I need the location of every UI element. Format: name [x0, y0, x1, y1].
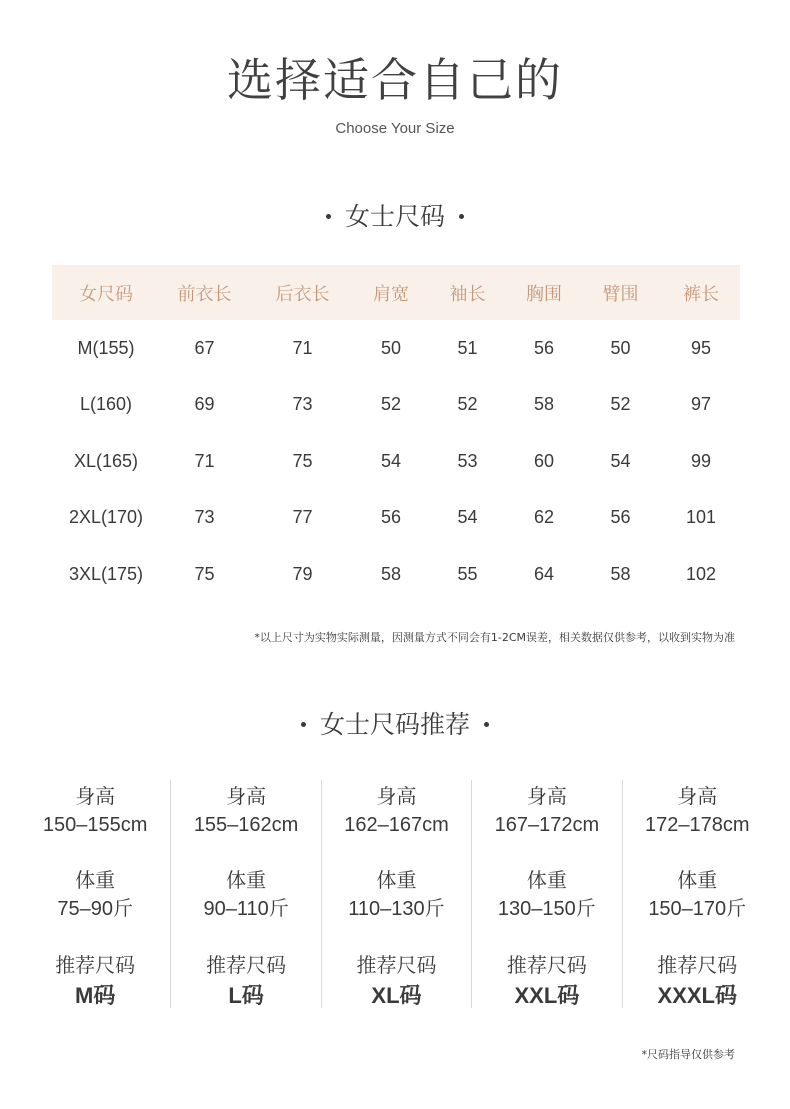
recommendation-column [321, 780, 471, 1008]
weight-label: 体重 [75, 868, 116, 892]
height-label: 身高 [226, 784, 267, 808]
column-header: 前衣长 [177, 283, 232, 305]
height-label: 身高 [376, 784, 417, 808]
table-cell: 52 [380, 394, 402, 415]
column-header: 女尺码 [79, 283, 133, 305]
weight-value: 110–130斤 [348, 898, 445, 920]
bullet-dot-icon [459, 214, 464, 219]
size-label: 推荐尺码 [657, 953, 738, 977]
table-cell: 95 [690, 337, 712, 358]
weight-value: 90–110斤 [203, 898, 289, 920]
table-cell: 67 [194, 337, 215, 358]
table-cell: 64 [533, 563, 555, 584]
table-cell: XL(165) [73, 450, 139, 471]
recommend-section-title-text: 女士尺码推荐 [319, 710, 470, 739]
size-value: L码 [228, 983, 264, 1008]
table-cell: 71 [194, 450, 215, 471]
table-cell: 3XL(175) [68, 563, 144, 584]
weight-value: 150–170斤 [648, 898, 747, 920]
height-value: 172–178cm [644, 814, 750, 836]
size-section-title [0, 201, 790, 233]
table-cell: 97 [690, 394, 712, 415]
weight-value: 75–90斤 [57, 898, 133, 920]
column-header: 袖长 [449, 283, 486, 305]
column-header: 胸围 [526, 283, 562, 305]
size-value: XXXL码 [657, 983, 737, 1008]
table-cell: 56 [610, 507, 631, 528]
table-cell: 101 [685, 507, 717, 528]
table-cell: 52 [610, 394, 631, 415]
recommendation-column [20, 780, 170, 1008]
measurement-note: *以上尺寸为实物实际测量，因测量方式不同会有1-2CM误差，相关数据仅供参考，以收到实物为准 [254, 631, 735, 644]
table-cell: 77 [292, 507, 313, 528]
weight-value: 130–150斤 [497, 898, 596, 920]
table-cell: M(155) [77, 337, 135, 358]
height-value: 150–155cm [42, 814, 148, 836]
table-cell: 60 [533, 450, 555, 471]
column-header: 肩宽 [373, 283, 409, 305]
table-row [52, 377, 740, 434]
table-cell: 58 [380, 563, 402, 584]
size-table [52, 265, 740, 603]
table-row [52, 490, 740, 547]
weight-label: 体重 [226, 868, 267, 892]
height-value: 162–167cm [344, 814, 449, 836]
table-cell: 58 [610, 563, 631, 584]
recommendation-column [170, 780, 320, 1008]
table-cell: 54 [610, 450, 631, 471]
table-cell: 51 [457, 337, 478, 358]
page-title: 选择适合自己的 [227, 53, 563, 107]
height-label: 身高 [75, 784, 116, 808]
column-header: 裤长 [683, 283, 719, 305]
table-cell: 75 [292, 450, 313, 471]
size-value: M码 [75, 983, 116, 1008]
table-cell: 79 [292, 563, 313, 584]
column-header: 后衣长 [275, 283, 330, 305]
table-row [52, 546, 740, 603]
table-cell: L(160) [79, 394, 133, 415]
bullet-dot-icon [301, 722, 306, 727]
size-label: 推荐尺码 [206, 953, 287, 977]
size-value: XXL码 [514, 983, 580, 1008]
table-cell: 56 [380, 507, 402, 528]
bullet-dot-icon [326, 214, 331, 219]
height-label: 身高 [526, 784, 567, 808]
table-cell: 53 [457, 450, 478, 471]
table-cell: 102 [685, 563, 717, 584]
table-cell: 50 [610, 337, 631, 358]
size-section-title-text: 女士尺码 [344, 202, 445, 231]
recommendation-grid [20, 780, 772, 1008]
table-cell: 71 [292, 337, 313, 358]
size-table-header [52, 265, 740, 320]
size-value: XL码 [371, 983, 422, 1008]
table-cell: 58 [533, 394, 555, 415]
size-label: 推荐尺码 [506, 953, 587, 977]
table-row [52, 320, 740, 377]
height-value: 155–162cm [193, 814, 299, 836]
table-cell: 55 [457, 563, 478, 584]
table-cell: 73 [292, 394, 313, 415]
weight-label: 体重 [677, 868, 718, 892]
size-label: 推荐尺码 [55, 953, 136, 977]
table-cell: 69 [194, 394, 215, 415]
table-cell: 73 [194, 507, 215, 528]
column-header: 臂围 [602, 283, 639, 305]
table-cell: 75 [194, 563, 215, 584]
height-value: 167–172cm [494, 814, 600, 836]
recommend-section-title [0, 709, 790, 741]
table-cell: 50 [380, 337, 402, 358]
size-label: 推荐尺码 [356, 953, 437, 977]
table-cell: 52 [457, 394, 478, 415]
table-cell: 99 [690, 450, 712, 471]
table-cell: 54 [457, 507, 478, 528]
recommendation-column [471, 780, 621, 1008]
table-cell: 54 [380, 450, 402, 471]
table-cell: 56 [533, 337, 555, 358]
table-cell: 2XL(170) [68, 507, 144, 528]
table-cell: 62 [533, 507, 555, 528]
guide-note: *尺码指导仅供参考 [641, 1048, 735, 1061]
recommendation-column [622, 780, 772, 1008]
weight-label: 体重 [526, 868, 567, 892]
weight-label: 体重 [376, 868, 417, 892]
table-row [52, 433, 740, 490]
bullet-dot-icon [484, 722, 489, 727]
page-subtitle: Choose Your Size [335, 120, 455, 137]
height-label: 身高 [677, 784, 718, 808]
